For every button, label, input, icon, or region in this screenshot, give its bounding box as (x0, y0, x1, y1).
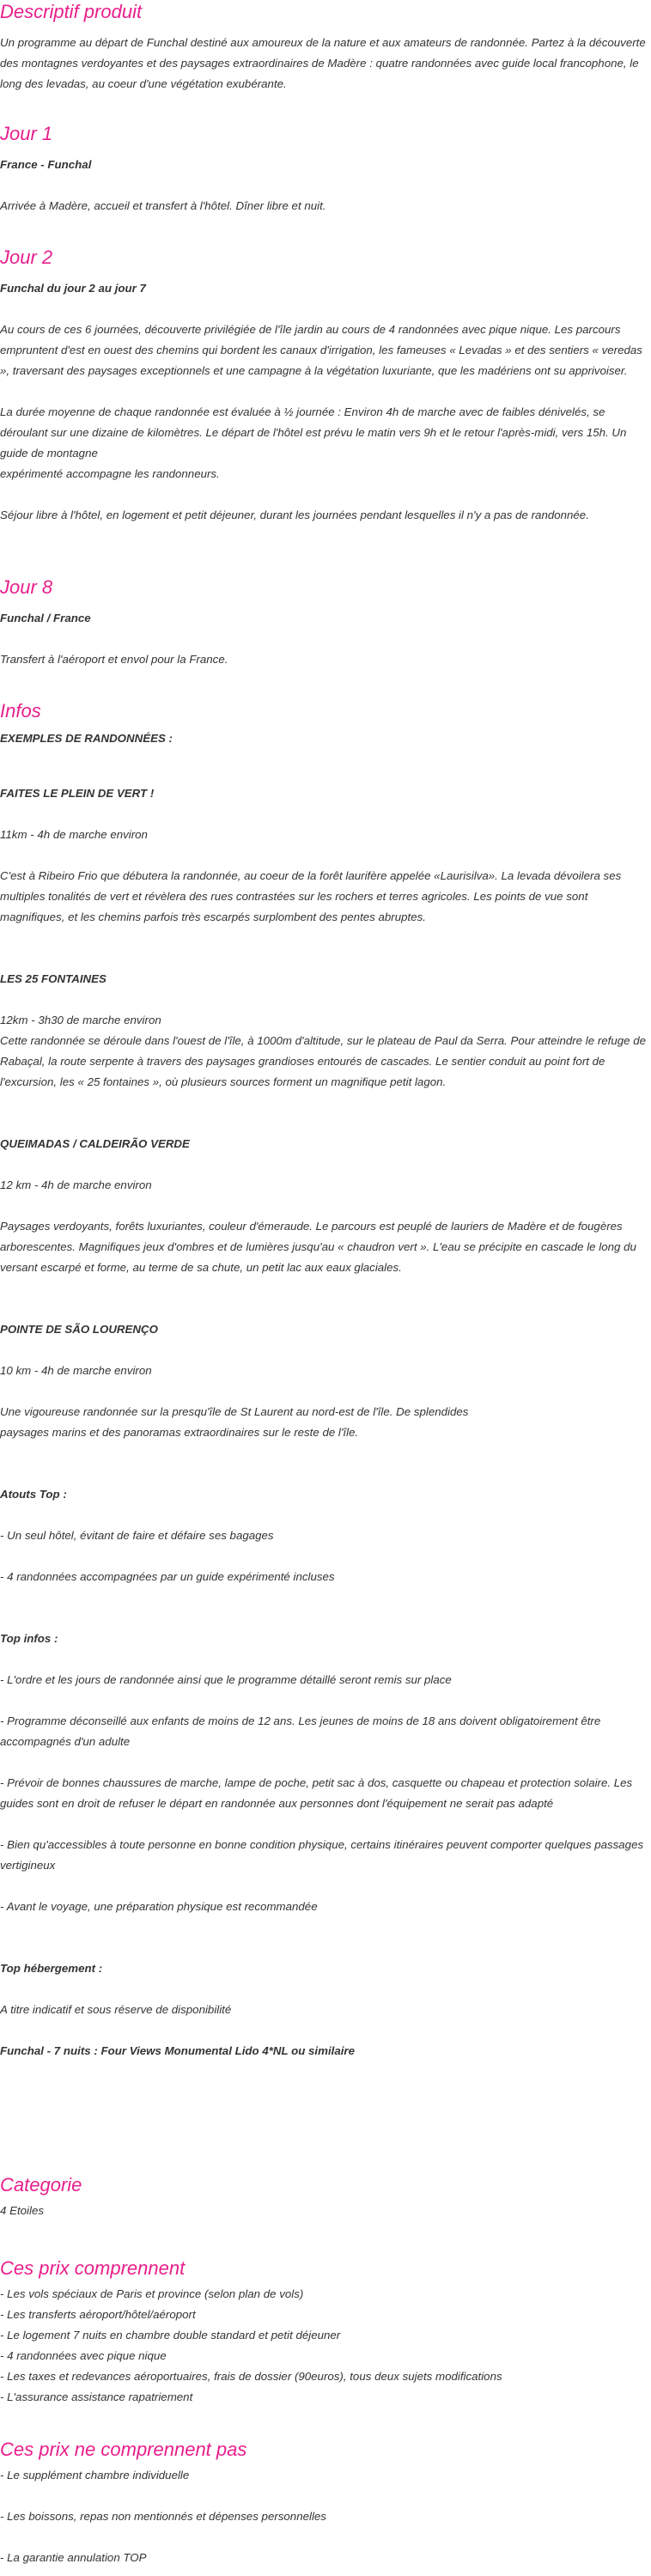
rando-2-distance: 12km - 3h30 de marche environ (0, 1014, 161, 1026)
exclus-item: - Le supplément chambre individuelle (0, 2469, 190, 2482)
top-info-item: - Prévoir de bonnes chaussures de marche, lampe de poche, petit sac à dos, casquette ou chapeau et protection solaire. Les guides sont en droit de refuser le départ en randonnée aux personnes dont l'équipement ne serait pas adapté (0, 1776, 633, 1810)
rando-4-text-b: paysages marins et des panoramas extraordinaires sur le reste de l'île. (0, 1426, 359, 1439)
section-title: Categorie (0, 2174, 82, 2195)
infos-exemples: EXEMPLES DE RANDONNÉES : (0, 732, 173, 745)
inclus-item: - L'assurance assistance rapatriement (0, 2390, 193, 2403)
rando-1-text: C'est à Ribeiro Frio que débutera la randonnée, au coeur de la forêt laurifère appelée «Laurisilva». La levada dévoilera ses multiples tonalités de vert et révèlera des rues contrastées sur les rochers et terres agricoles. Les points de vue sont magnifiques, et les chemins parfois très escarpés surplombent des pentes abruptes. (0, 869, 622, 923)
rando-1-distance: 11km - 4h de marche environ (0, 828, 148, 841)
section-categorie (0, 2173, 651, 2221)
hebergement-title: Top hébergement : (0, 1962, 103, 1975)
top-info-item: - L'ordre et les jours de randonnée ainsi que le programme détaillé seront remis sur place (0, 1673, 452, 1686)
jour1-subtitle: France - Funchal (0, 158, 92, 171)
section-jour2 (0, 246, 651, 526)
rando-1-title: FAITES LE PLEIN DE VERT ! (0, 787, 155, 800)
section-title: Jour 2 (0, 247, 53, 268)
section-title: Ces prix comprennent (0, 2257, 186, 2279)
jour1-text: Arrivée à Madère, accueil et transfert à l'hôtel. Dîner libre et nuit. (0, 199, 326, 212)
jour2-p2a: La durée moyenne de chaque randonnée est évaluée à ½ journée : Environ 4h de marche avec de faibles dénivelés, se déroulant sur une dizaine de kilomètres. Le départ de l'hôtel est prévu le matin vers 9h et le retour l'après-midi, vers 15h. Un guide de montagne (0, 405, 627, 460)
atout-item: - 4 randonnées accompagnées par un guide expérimenté incluses (0, 1570, 335, 1583)
descriptif-text: Un programme au départ de Funchal destiné aux amoureux de la nature et aux amateurs de randonnée. Partez à la découverte des montagnes verdoyantes et des paysages extraordinaires de Madère : quatre randonnées avec guide local francophone, le long des levadas, au coeur d'une végétation exubérante. (0, 36, 646, 90)
inclus-item: - Les vols spéciaux de Paris et province (selon plan de vols) (0, 2287, 304, 2300)
atout-item: - Un seul hôtel, évitant de faire et défaire ses bagages (0, 1529, 274, 1542)
hebergement-text: A titre indicatif et sous réserve de disponibilité (0, 2003, 232, 2016)
jour2-subtitle: Funchal du jour 2 au jour 7 (0, 282, 146, 295)
section-title: Jour 1 (0, 123, 53, 144)
top-info-item: - Avant le voyage, une préparation physique est recommandée (0, 1900, 318, 1913)
atouts-title: Atouts Top : (0, 1488, 67, 1501)
exclus-item: - Les boissons, repas non mentionnés et dépenses personnelles (0, 2510, 326, 2523)
exclus-item: - La garantie annulation TOP (0, 2551, 147, 2564)
rando-3-text: Paysages verdoyants, forêts luxuriantes, couleur d'émeraude. Le parcours est peuplé de lauriers de Madère et de fougères arborescentes. Magnifiques jeux d'ombres et de lumières jusqu'au « chaudron vert ». L'eau se précipite en cascade le long du versant escarpé et forme, au terme de sa chute, un petit lac aux eaux glaciales. (0, 1220, 636, 1274)
inclus-item: - Les taxes et redevances aéroportuaires, frais de dossier (90euros), tous deux sujets modifications (0, 2370, 502, 2383)
section-jour8 (0, 575, 651, 670)
rando-2-text: Cette randonnée se déroule dans l'ouest de l'île, à 1000m d'altitude, sur le plateau de Paul da Serra. Pour atteindre le refuge de Rabaçal, la route serpente à travers des paysages grandioses entourés de cascades. Le sentier conduit au point fort de l'excursion, les « 25 fontaines », où plusieurs sources forment un magnifique petit lagon. (0, 1034, 647, 1088)
section-title: Infos (0, 700, 41, 722)
jour2-p2b: expérimenté accompagne les randonneurs. (0, 467, 220, 480)
section-infos (0, 699, 651, 2061)
categorie-text: 4 Etoiles (0, 2204, 44, 2217)
section-title: Jour 8 (0, 576, 53, 598)
rando-2-title: LES 25 FONTAINES (0, 972, 106, 985)
rando-4-title: POINTE DE SÃO LOURENÇO (0, 1323, 158, 1336)
top-info-item: - Programme déconseillé aux enfants de moins de 12 ans. Les jeunes de moins de 18 ans doivent obligatoirement être accompagnés d'un adulte (0, 1714, 601, 1748)
section-inclus (0, 2256, 651, 2408)
inclus-item: - Les transferts aéroport/hôtel/aéroport (0, 2308, 196, 2321)
section-descriptif (0, 0, 651, 94)
jour2-p1: Au cours de ces 6 journées, découverte privilégiée de l'île jardin au cours de 4 randonnées avec pique nique. Les parcours empruntent d'est en ouest des chemins qui bordent les canaux d'irrigation, les fameuses « Levadas » et des sentiers « veredas », traversant des paysages exceptionnels et une campagne à la végétation luxuriante, que les madériens ont su apprivoiser. (0, 323, 642, 377)
section-title: Ces prix ne comprennent pas (0, 2439, 247, 2460)
rando-3-distance: 12 km - 4h de marche environ (0, 1178, 152, 1191)
jour2-p3: Séjour libre à l'hôtel, en logement et petit déjeuner, durant les journées pendant lesquelles il n'y a pas de randonnée. (0, 509, 589, 521)
section-jour1 (0, 122, 651, 216)
section-title: Descriptif produit (0, 1, 143, 22)
top-infos-title: Top infos : (0, 1632, 58, 1645)
hebergement-hotel: Funchal - 7 nuits : Four Views Monumental Lido 4*NL ou similaire (0, 2044, 355, 2057)
inclus-item: - 4 randonnées avec pique nique (0, 2349, 167, 2362)
top-info-item: - Bien qu'accessibles à toute personne en bonne condition physique, certains itinéraires peuvent comporter quelques passages vertigineux (0, 1838, 644, 1872)
jour8-text: Transfert à l'aéroport et envol pour la France. (0, 653, 228, 666)
rando-4-distance: 10 km - 4h de marche environ (0, 1364, 152, 1377)
rando-3-title: QUEIMADAS / CALDEIRÃO VERDE (0, 1137, 190, 1150)
inclus-item: - Le logement 7 nuits en chambre double standard et petit déjeuner (0, 2329, 341, 2342)
rando-4-text-a: Une vigoureuse randonnée sur la presqu'île de St Laurent au nord-est de l'île. De splendides (0, 1405, 469, 1418)
section-exclus (0, 2438, 651, 2568)
jour8-subtitle: Funchal / France (0, 612, 91, 624)
